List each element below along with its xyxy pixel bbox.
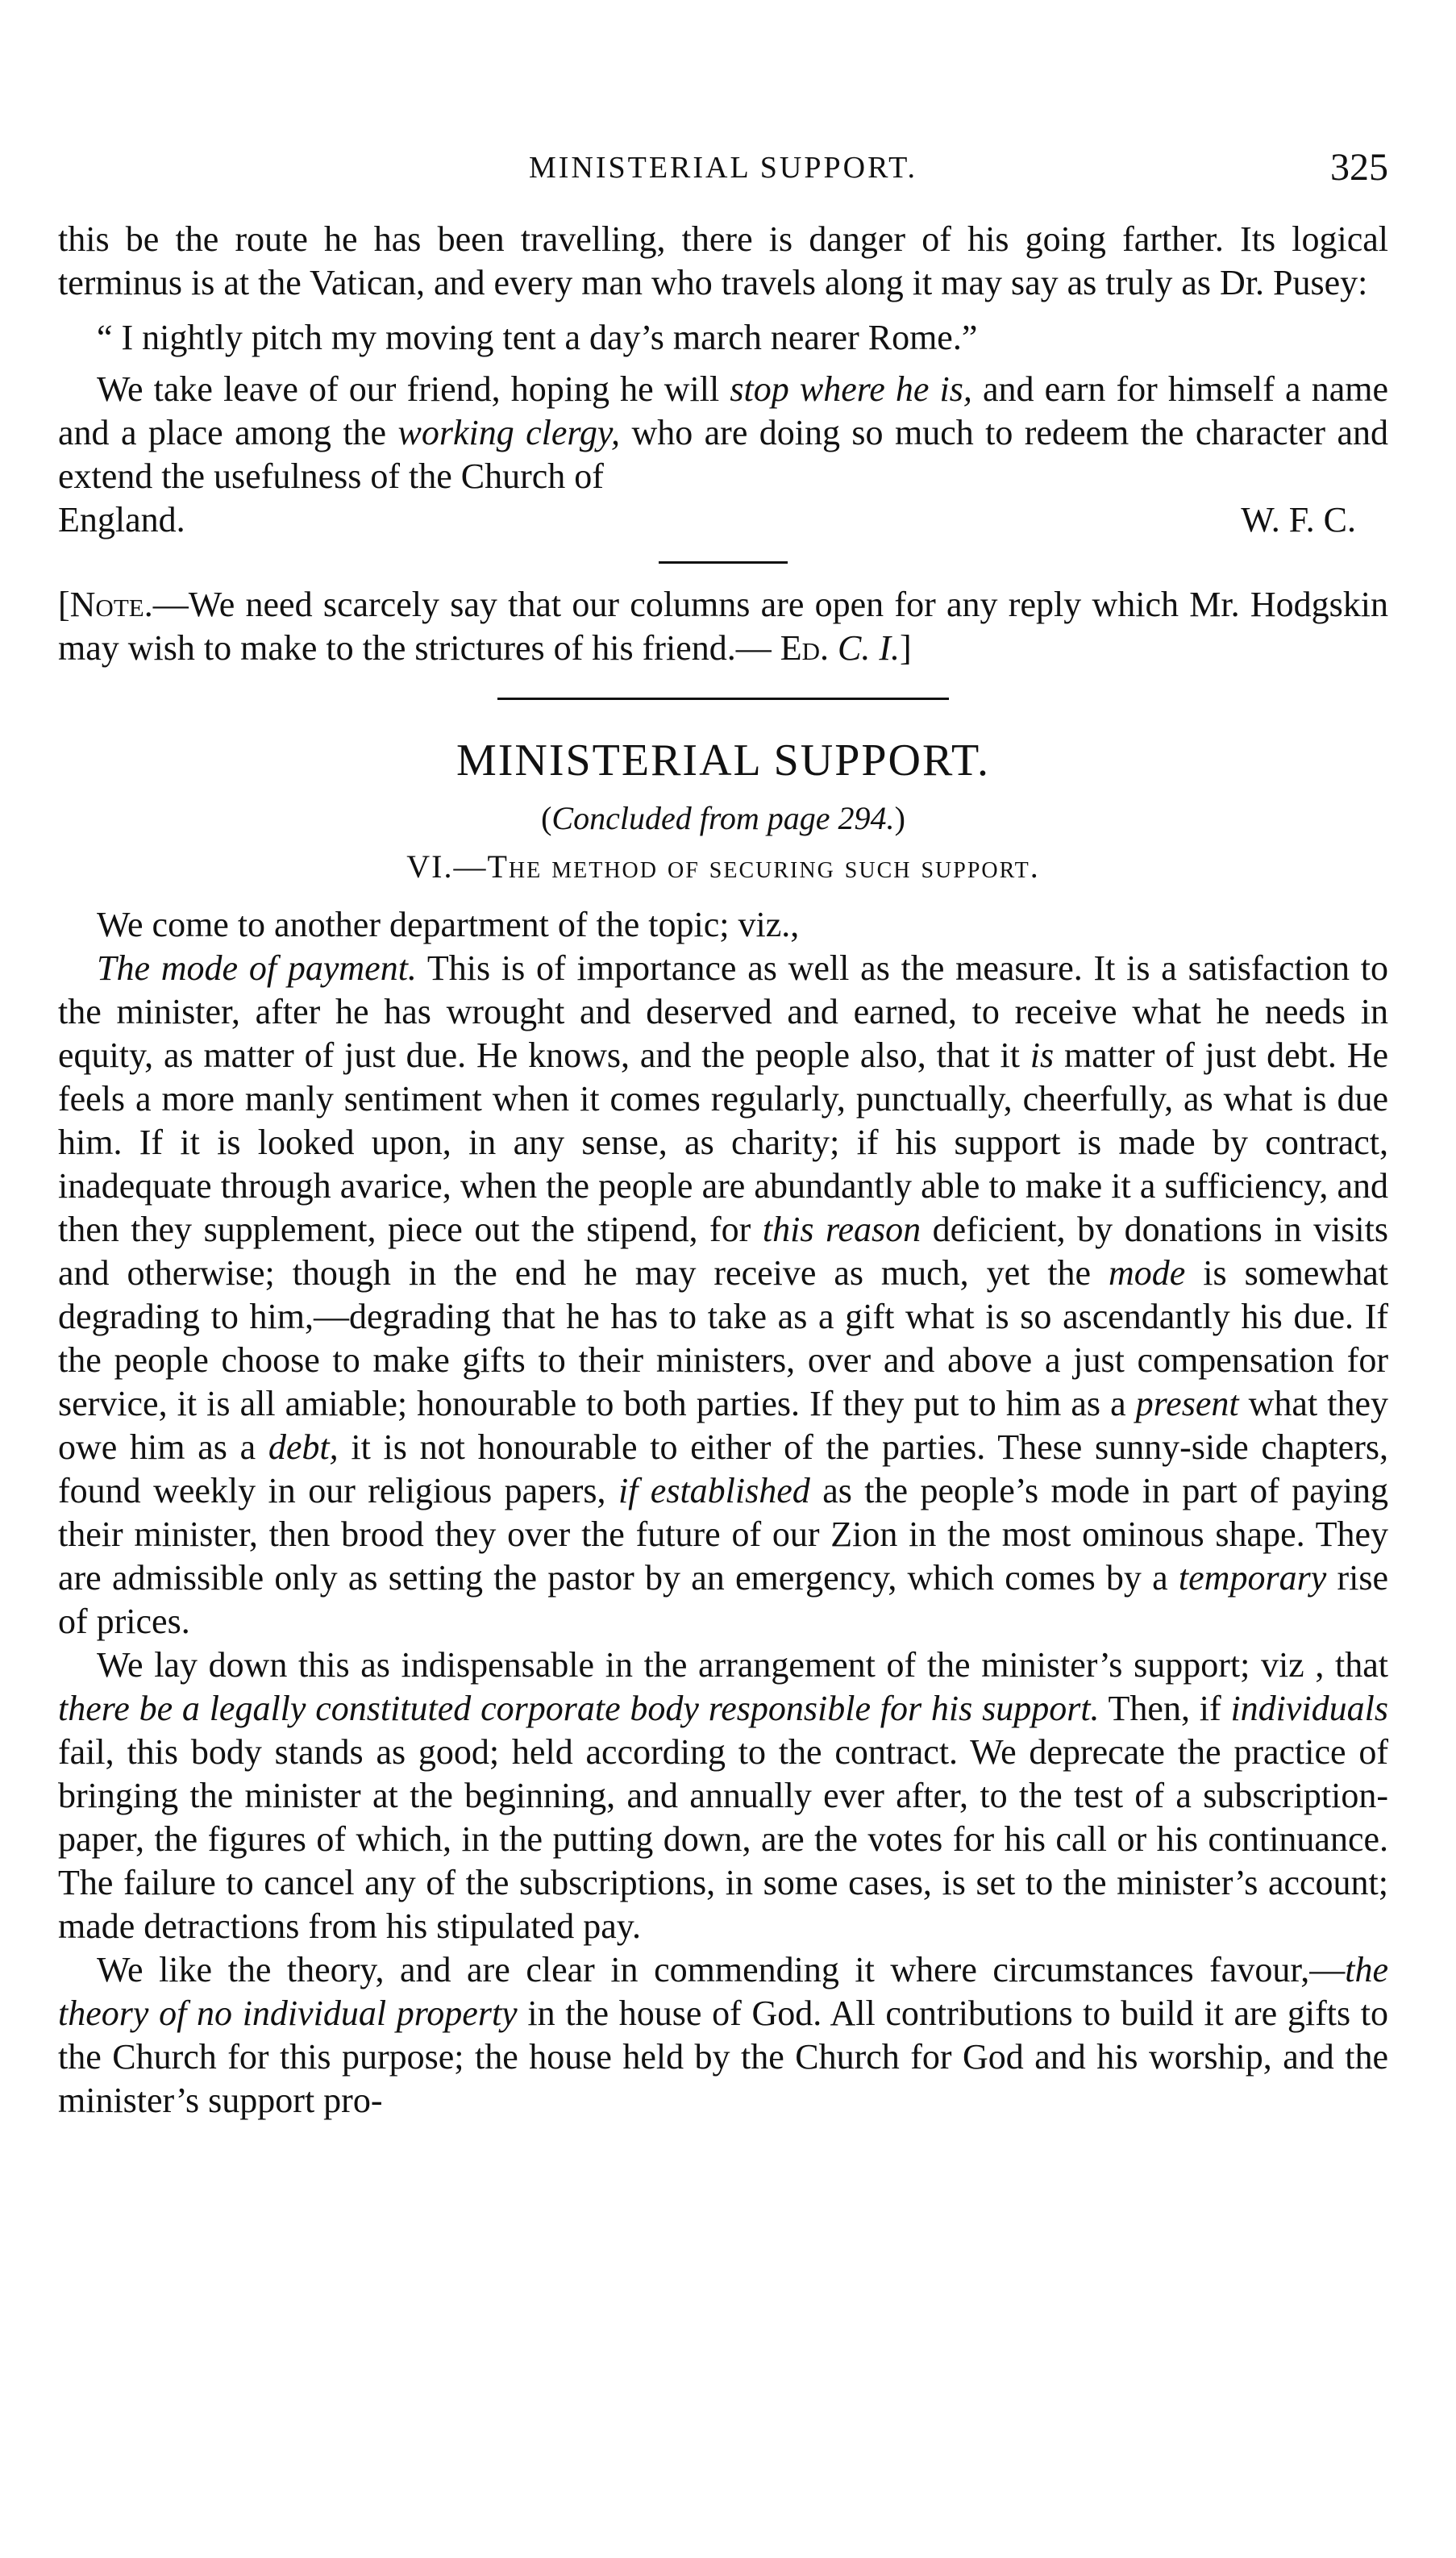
text-run: and earn for himself a name and a place among the xyxy=(58,369,1389,452)
italic-run: there be a legally constituted corporate body responsible for his support. xyxy=(58,1689,1100,1728)
italic-run: this reason xyxy=(762,1210,921,1249)
editor-abbrev: Ed. xyxy=(780,628,829,668)
signature: W. F. C. xyxy=(1241,500,1356,540)
previous-article-paragraph xyxy=(58,218,1388,305)
body-paragraph-1 xyxy=(58,947,1388,1644)
italic-run: the theory of no individual property xyxy=(58,1950,1388,2033)
body-paragraph-3 xyxy=(58,1948,1388,2123)
text-run: rise of prices. xyxy=(58,1558,1388,1641)
italic-run: mode xyxy=(1109,1253,1186,1293)
text-run: matter of just debt. He feels a more manly sentiment when it comes regularly, punctually, cheerfully, as what is due him. If it is looked upon, in any sense, as charity; if his support is made by contract, inadequate through avarice, when the people are abundantly able to make it a sufficiency, and then they supplement, piece out the stipend, for xyxy=(58,1035,1388,1249)
text-run: We lay down this as indispensable in the arrangement of the minister’s support; viz , that xyxy=(97,1645,1388,1685)
editor-note xyxy=(58,583,1388,670)
continuation-note xyxy=(58,797,1388,840)
text-run: Then, if xyxy=(1099,1689,1231,1728)
section-number: VI.— xyxy=(406,848,488,885)
note-label: Note. xyxy=(69,585,153,624)
italic-run: working clergy, xyxy=(397,413,621,452)
text-run: what they owe him as a xyxy=(58,1384,1388,1467)
text-run: fail, this body stands as good; held according to the contract. We deprecate the practice of bringing the minister at the beginning, and annually ever after, to the test of a subscription-paper, the figures of which, in the putting down, are the votes for his call or his continuance. The failure to cancel any of the subscriptions, in some cases, is set to the minister’s account; made detractions from his stipulated pay. xyxy=(58,1732,1388,1946)
italic-run: temporary xyxy=(1178,1558,1327,1598)
section-heading xyxy=(58,845,1388,889)
italic-run: is xyxy=(1030,1035,1055,1075)
bracket: [ xyxy=(58,585,70,624)
note-text: —We need scarcely say that our columns are open for any reply which Mr. Hodgskin may wish to make to the strictures of his friend.— xyxy=(58,585,1388,668)
journal-abbrev: C. I. xyxy=(837,628,900,668)
text-run: it is not honourable to either of the parties. These sunny-side chapters, found weekly in our religious papers, xyxy=(58,1427,1388,1510)
running-title: MINISTERIAL SUPPORT. xyxy=(528,151,918,185)
divider-long xyxy=(497,698,949,700)
paren: ) xyxy=(894,800,905,836)
body-paragraph-2 xyxy=(58,1644,1388,1948)
divider-short xyxy=(659,561,788,564)
signature-line xyxy=(58,498,1388,542)
italic-run: if established xyxy=(618,1471,810,1510)
text-run: as the people’s mode in part of paying their minister, then brood they over the future of our Zion in the most ominous shape. They are admissible only as setting the pastor by an emergency, which comes by a xyxy=(58,1471,1388,1598)
italic-run: stop where he is, xyxy=(730,369,972,409)
text-run: This is of importance as well as the measure. It is a satisfaction to the minister, after he has wrought and deserved and earned, to receive what he needs in equity, as matter of just due. He knows, and the people also, that it xyxy=(58,948,1388,1075)
italic-run: The mode of payment. xyxy=(97,948,417,988)
article-title: MINISTERIAL SUPPORT. xyxy=(456,735,990,785)
section-title: The method of securing such support. xyxy=(487,848,1040,885)
text-run: is somewhat degrading to him,—degrading that he has to take as a gift what is so ascendantly his due. If the people choose to make gifts to their ministers, over and above a just compensation for service, it is all amiable; honourable to both parties. If they put to him as a xyxy=(58,1253,1388,1423)
italic-run: debt, xyxy=(268,1427,339,1467)
closing-paragraph xyxy=(58,368,1388,498)
italic-run: present xyxy=(1135,1384,1239,1423)
paragraph-text: this be the route he has been travelling, there is danger of his going farther. Its logical terminus is at the Vatican, and every man who travels along it may say as truly as Dr. Pusey: xyxy=(58,219,1388,302)
quotation: “ I nightly pitch my moving tent a day’s march nearer Rome.” xyxy=(97,318,978,357)
text-run: who are doing so much to redeem the character and extend the usefulness of the Church of xyxy=(58,413,1388,496)
text-run: deficient, by donations in visits and otherwise; though in the end he may receive as much, yet the xyxy=(58,1210,1388,1293)
page-number: 325 xyxy=(1330,146,1388,189)
page-header xyxy=(58,145,1388,194)
paren: ( xyxy=(541,800,552,836)
italic-run: individuals xyxy=(1230,1689,1388,1728)
bracket: ] xyxy=(899,628,912,668)
last-word: England. xyxy=(58,500,185,540)
text-run: in the house of God. All contributions to build it are gifts to the Church for this purpose; the house held by the Church for God and his worship, and the minister’s support pro- xyxy=(58,1993,1388,2120)
text-run: We like the theory, and are clear in commending it where circumstances favour,— xyxy=(97,1950,1346,1989)
text-run: We take leave of our friend, hoping he will xyxy=(97,369,730,409)
continuation-text: Concluded from page 294. xyxy=(551,800,895,836)
intro-paragraph: We come to another department of the topic; viz., xyxy=(97,905,800,944)
page-body xyxy=(58,218,1388,2123)
